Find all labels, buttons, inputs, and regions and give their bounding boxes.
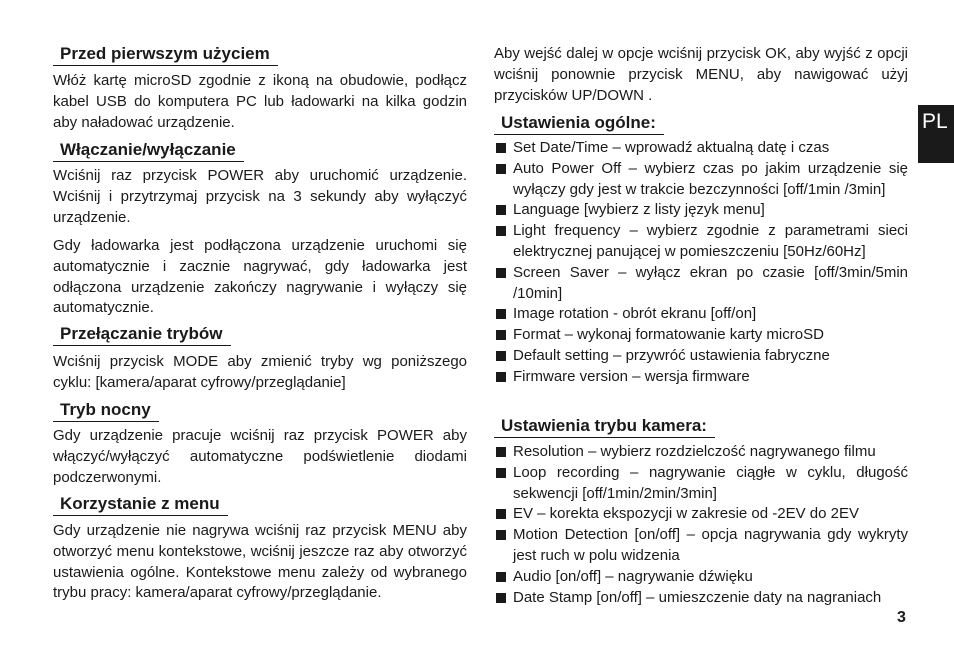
list-item-text: Language [wybierz z listy język menu] (513, 201, 765, 219)
list-item (494, 346, 908, 367)
list-item-text: Format – wykonaj formatowanie karty microSD (513, 326, 824, 344)
list-item (494, 138, 908, 159)
square-bullet-icon (496, 309, 506, 319)
heading-przed-pierwszym-uzyciem: Przed pierwszym użyciem (53, 44, 278, 66)
list-item (494, 200, 908, 221)
square-bullet-icon (496, 205, 506, 215)
square-bullet-icon (496, 351, 506, 361)
list-item (494, 367, 908, 388)
square-bullet-icon (496, 372, 506, 382)
list-item-text: Loop recording – nagrywanie ciągłe w cyklu, długość sekwencji [off/1min/2min/3min] (513, 463, 908, 502)
list-item (494, 263, 908, 305)
heading-ustawienia-trybu-kamera: Ustawienia trybu kamera: (494, 416, 715, 438)
square-bullet-icon (496, 530, 506, 540)
heading-tryb-nocny: Tryb nocny (53, 400, 159, 422)
list-ustawienia-kamera (494, 442, 908, 608)
square-bullet-icon (496, 226, 506, 236)
list-item-text: Auto Power Off – wybierz czas po jakim urządzenie się wyłączy gdy jest w trakcie bezczynności [off/1min /3min] (513, 159, 908, 198)
square-bullet-icon (496, 468, 506, 478)
heading-przelaczanie-trybow: Przełączanie trybów (53, 324, 231, 346)
heading-wlaczanie-wylaczanie: Włączanie/wyłączanie (53, 140, 244, 162)
heading-korzystanie-z-menu: Korzystanie z menu (53, 494, 228, 516)
paragraph-przed-pierwszym-uzyciem: Włóż kartę microSD zgodnie z ikoną na obudowie, podłącz kabel USB do komputera PC lub ładowarki na kilka godzin aby naładować urządzenie. (53, 72, 467, 131)
paragraph-wlaczanie-1: Wciśnij raz przycisk POWER aby uruchomić urządzenie. Wciśnij i przytrzymaj przycisk na 3 sekundy aby wyłączyć urządzenie. (53, 167, 467, 226)
list-item (494, 304, 908, 325)
language-tab: PL (918, 105, 954, 163)
list-item (494, 221, 908, 263)
square-bullet-icon (496, 593, 506, 603)
square-bullet-icon (496, 143, 506, 153)
paragraph-korzystanie-z-menu: Gdy urządzenie nie nagrywa wciśnij raz przycisk MENU aby otworzyć menu kontekstowe, wciśnij jeszcze raz aby otworzyć ustawienia ogólne. Kontekstowe menu zależy od wybranego trybu pracy: kamera/aparat cyfrowy/przeglądanie. (53, 522, 467, 602)
heading-ustawienia-ogolne: Ustawienia ogólne: (494, 113, 664, 135)
list-item (494, 567, 908, 588)
list-item-text: Light frequency – wybierz zgodnie z parametrami sieci elektrycznej panującej w pomieszczeniu [50Hz/60Hz] (513, 222, 908, 260)
paragraph-tryb-nocny: Gdy urządzenie pracuje wciśnij raz przycisk POWER aby włączyć/wyłączyć automatyczne podświetlenie diodami podczerwonymi. (53, 427, 467, 486)
list-item-text: EV – korekta ekspozycji w zakresie od -2EV do 2EV (513, 505, 859, 523)
list-item-text: Date Stamp [on/off] – umieszczenie daty na nagraniach (513, 588, 882, 606)
list-item (494, 159, 908, 201)
square-bullet-icon (496, 509, 506, 519)
list-item-text: Firmware version – wersja firmware (513, 367, 750, 385)
list-item-text: Screen Saver – wyłącz ekran po czasie [off/3min/5min /10min] (513, 263, 908, 302)
list-item (494, 525, 908, 567)
list-item (494, 504, 908, 525)
paragraph-przelaczanie-trybow: Wciśnij przycisk MODE aby zmienić tryby wg poniższego cyklu: [kamera/aparat cyfrowy/przeglądanie] (53, 353, 467, 391)
list-item-text: Set Date/Time – wprowadź aktualną datę i czas (513, 139, 830, 156)
square-bullet-icon (496, 164, 506, 174)
list-item-text: Audio [on/off] – nagrywanie dźwięku (513, 567, 753, 585)
list-item-text: Resolution – wybierz rozdzielczość nagrywanego filmu (513, 443, 876, 460)
square-bullet-icon (496, 330, 506, 340)
page-number: 3 (897, 609, 906, 626)
square-bullet-icon (496, 447, 506, 457)
square-bullet-icon (496, 572, 506, 582)
list-item-text: Default setting – przywróć ustawienia fabryczne (513, 346, 830, 364)
list-item-text: Image rotation - obrót ekranu [off/on] (513, 305, 757, 323)
list-item (494, 463, 908, 505)
list-item (494, 325, 908, 346)
list-item-text: Motion Detection [on/off] – opcja nagrywania gdy wykryty jest ruch w polu widzenia (513, 526, 908, 564)
list-item (494, 588, 908, 609)
paragraph-wlaczanie-2: Gdy ładowarka jest podłączona urządzenie uruchomi się automatycznie i zacznie nagrywać, gdy ładowarka jest odłączona urządzenie zakończy nagrywanie i wyłączy się automatycznie. (53, 237, 467, 317)
paragraph-intro: Aby wejść dalej w opcje wciśnij przycisk OK, aby wyjść z opcji wciśnij ponownie przycisk MENU, aby nawigować użyj przycisków UP/DOWN . (494, 45, 908, 104)
list-ustawienia-ogolne (494, 138, 908, 388)
list-item (494, 442, 908, 463)
square-bullet-icon (496, 268, 506, 278)
